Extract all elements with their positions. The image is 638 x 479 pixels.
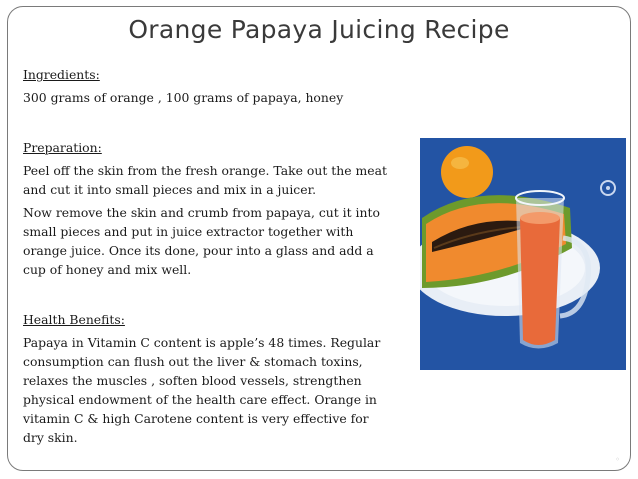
ingredients-heading: Ingredients: <box>23 67 100 82</box>
health-benefits-section <box>23 310 393 447</box>
slide-corner-mark: ◦ <box>615 455 620 464</box>
health-benefits-text: Papaya in Vitamin C content is apple’s 48 times. Regular consumption can flush out the liver & stomach toxins, relaxes the muscles , soften blood vessels, strengthen physical endowment of the health care effect. Orange in vitamin C & high Carotene content is very effective for dry skin. <box>23 335 381 445</box>
orange-papaya-juice-photo <box>420 138 626 370</box>
ingredients-text: 300 grams of orange , 100 grams of papaya, honey <box>23 90 344 105</box>
ingredients-section <box>23 65 393 107</box>
preparation-heading: Preparation: <box>23 140 102 155</box>
preparation-step-2: Now remove the skin and crumb from papaya, cut it into small pieces and put in juice extractor together with orange juice. Once its done, pour into a glass and add a cup of honey and mix well. <box>23 205 380 277</box>
slide <box>7 6 631 471</box>
page-title: Orange Papaya Juicing Recipe <box>128 15 510 44</box>
preparation-step-1: Peel off the skin from the fresh orange. Take out the meat and cut it into small pieces and mix in a juicer. <box>23 163 387 197</box>
preparation-section <box>23 138 393 279</box>
health-benefits-heading: Health Benefits: <box>23 312 125 327</box>
